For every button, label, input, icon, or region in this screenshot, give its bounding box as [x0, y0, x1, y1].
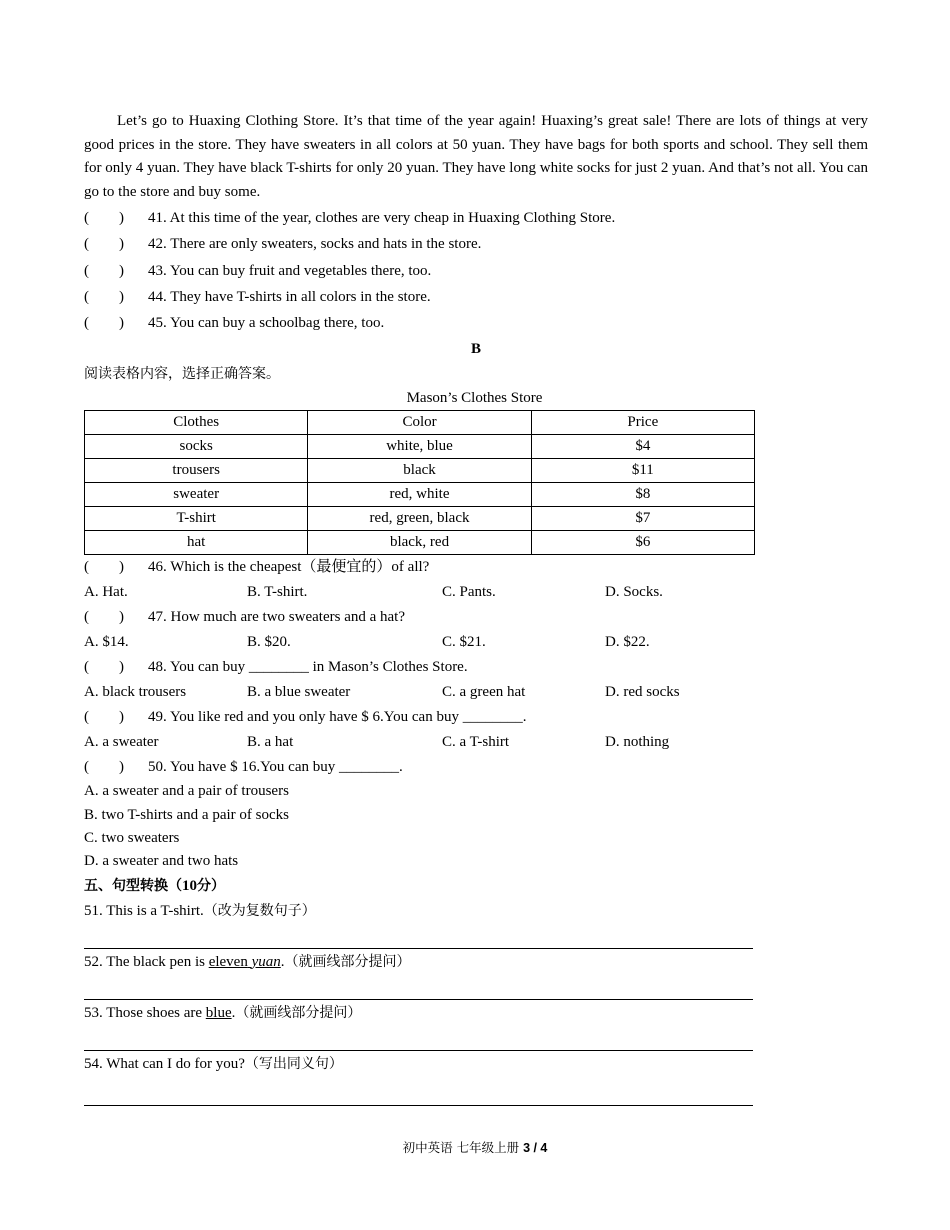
section-5-score: 10: [182, 877, 197, 894]
answer-paren[interactable]: ( ): [84, 759, 124, 776]
page-footer: [0, 1138, 950, 1156]
answer-paren[interactable]: ( ): [84, 315, 124, 332]
option-a[interactable]: A. $14.: [84, 634, 129, 651]
question-45: [84, 310, 868, 336]
underlined-blue: blue: [205, 1004, 232, 1021]
question-text: 50. You have $ 16.You can buy ________.: [148, 759, 403, 776]
cell-color: black, red: [308, 531, 531, 555]
answer-paren[interactable]: ( ): [84, 236, 124, 253]
question-text: 46. Which is the cheapest（最便宜的）of all?: [148, 559, 430, 576]
question-42: [84, 231, 868, 257]
cell-color: red, white: [308, 483, 531, 507]
cell-price: $7: [531, 507, 754, 531]
tf-question-list: [84, 205, 868, 336]
answer-paren[interactable]: ( ): [84, 210, 124, 226]
page-number: 3 / 4: [523, 1141, 548, 1155]
question-text: 47. How much are two sweaters and a hat?: [148, 609, 405, 626]
option-b[interactable]: B. $20.: [247, 634, 291, 651]
cell-clothes: hat: [85, 531, 308, 555]
table-header-row: [85, 411, 755, 435]
footer-label: 初中英语 七年级上册: [402, 1140, 524, 1155]
question-text: 45. You can buy a schoolbag there, too.: [148, 315, 385, 332]
options-48: [84, 680, 868, 705]
question-51: 51. This is a T-shirt.（改为复数句子）: [84, 902, 316, 919]
answer-line-53[interactable]: [84, 1026, 753, 1051]
transformation-questions: [84, 899, 868, 1106]
mc-question-list: [84, 555, 868, 873]
underlined-eleven: eleven: [208, 953, 248, 970]
option-d[interactable]: D. red socks: [605, 684, 680, 701]
underlined-yuan: yuan: [251, 953, 281, 970]
cell-price: $4: [531, 435, 754, 459]
question-49: [84, 705, 868, 730]
cell-price: $11: [531, 459, 754, 483]
question-48: [84, 655, 868, 680]
question-text: 41. At this time of the year, clothes are very cheap in Huaxing Clothing Store.: [148, 210, 616, 226]
option-b[interactable]: B. two T-shirts and a pair of socks: [84, 806, 289, 823]
option-d[interactable]: D. $22.: [605, 634, 650, 651]
section-5-heading: 五、句型转换（10分）: [84, 877, 225, 894]
table-row: [85, 435, 755, 459]
header-clothes: Clothes: [85, 411, 308, 435]
section-b-heading: B: [470, 341, 481, 358]
reading-passage: Let’s go to Huaxing Clothing Store. It’s that time of the year again! Huaxing’s great sale! There are lots of things at very good prices in the store. They have sweaters in all colors at 50 yuan. They have bags for both sports and school. They sell them for only 4 yuan. They have black T-shirts for only 20 yuan. They have long white socks for just 2 yuan. And that’s not all. You can go to the store and buy some.: [84, 113, 868, 200]
answer-paren[interactable]: ( ): [84, 609, 124, 626]
section-b-instruction: 阅读表格内容，选择正确答案。: [84, 366, 280, 383]
cell-clothes: sweater: [85, 483, 308, 507]
option-a[interactable]: A. a sweater and a pair of trousers: [84, 783, 289, 800]
option-d[interactable]: D. a sweater and two hats: [84, 853, 239, 870]
question-52: 52. The black pen is eleven yuan.（就画线部分提问）: [84, 953, 411, 970]
worksheet-page: [84, 110, 868, 1106]
question-46: [84, 555, 868, 580]
question-43: [84, 258, 868, 284]
question-50: [84, 755, 868, 780]
clothes-price-table: [84, 410, 755, 555]
option-c[interactable]: C. a green hat: [442, 684, 526, 701]
cell-clothes: T-shirt: [85, 507, 308, 531]
answer-paren[interactable]: ( ): [84, 709, 124, 726]
cell-clothes: socks: [85, 435, 308, 459]
option-a[interactable]: A. black trousers: [84, 684, 187, 701]
option-c[interactable]: C. two sweaters: [84, 830, 180, 847]
question-44: [84, 284, 868, 310]
answer-paren[interactable]: ( ): [84, 288, 124, 305]
option-d[interactable]: D. nothing: [605, 734, 670, 751]
cell-color: red, green, black: [308, 507, 531, 531]
table-row: [85, 531, 755, 555]
cell-price: $8: [531, 483, 754, 507]
answer-line-52[interactable]: [84, 975, 753, 1000]
option-a[interactable]: A. Hat.: [84, 584, 128, 601]
question-text: 44. They have T-shirts in all colors in the store.: [148, 288, 431, 305]
option-b[interactable]: B. a blue sweater: [247, 684, 351, 701]
option-c[interactable]: C. $21.: [442, 634, 486, 651]
header-color: Color: [308, 411, 531, 435]
question-53: 53. Those shoes are blue.（就画线部分提问）: [84, 1004, 362, 1021]
table-row: [85, 483, 755, 507]
option-c[interactable]: C. a T-shirt: [442, 734, 510, 751]
cell-clothes: trousers: [85, 459, 308, 483]
option-d[interactable]: D. Socks.: [605, 584, 663, 601]
options-46: [84, 580, 868, 605]
question-text: 49. You like red and you only have $ 6.You can buy ________.: [148, 709, 527, 726]
header-price: Price: [531, 411, 754, 435]
question-text: 48. You can buy ________ in Mason’s Clothes Store.: [148, 659, 468, 676]
answer-line-51[interactable]: [84, 924, 753, 949]
question-47: [84, 605, 868, 630]
question-41: [84, 205, 868, 231]
answer-line-54[interactable]: [84, 1077, 753, 1106]
option-c[interactable]: C. Pants.: [442, 584, 496, 601]
question-54: 54. What can I do for you?（写出同义句）: [84, 1055, 343, 1072]
options-49: [84, 730, 868, 755]
options-47: [84, 630, 868, 655]
answer-paren[interactable]: ( ): [84, 262, 124, 279]
cell-price: $6: [531, 531, 754, 555]
table-row: [85, 459, 755, 483]
answer-paren[interactable]: ( ): [84, 659, 124, 676]
cell-color: black: [308, 459, 531, 483]
cell-color: white, blue: [308, 435, 531, 459]
answer-paren[interactable]: ( ): [84, 559, 124, 576]
option-b[interactable]: B. T-shirt.: [247, 584, 308, 601]
question-text: 42. There are only sweaters, socks and hats in the store.: [148, 236, 482, 253]
table-row: [85, 507, 755, 531]
option-b[interactable]: B. a hat: [247, 734, 294, 751]
option-a[interactable]: A. a sweater: [84, 734, 159, 751]
table-title: Mason’s Clothes Store: [406, 390, 543, 407]
question-text: 43. You can buy fruit and vegetables there, too.: [148, 262, 432, 279]
